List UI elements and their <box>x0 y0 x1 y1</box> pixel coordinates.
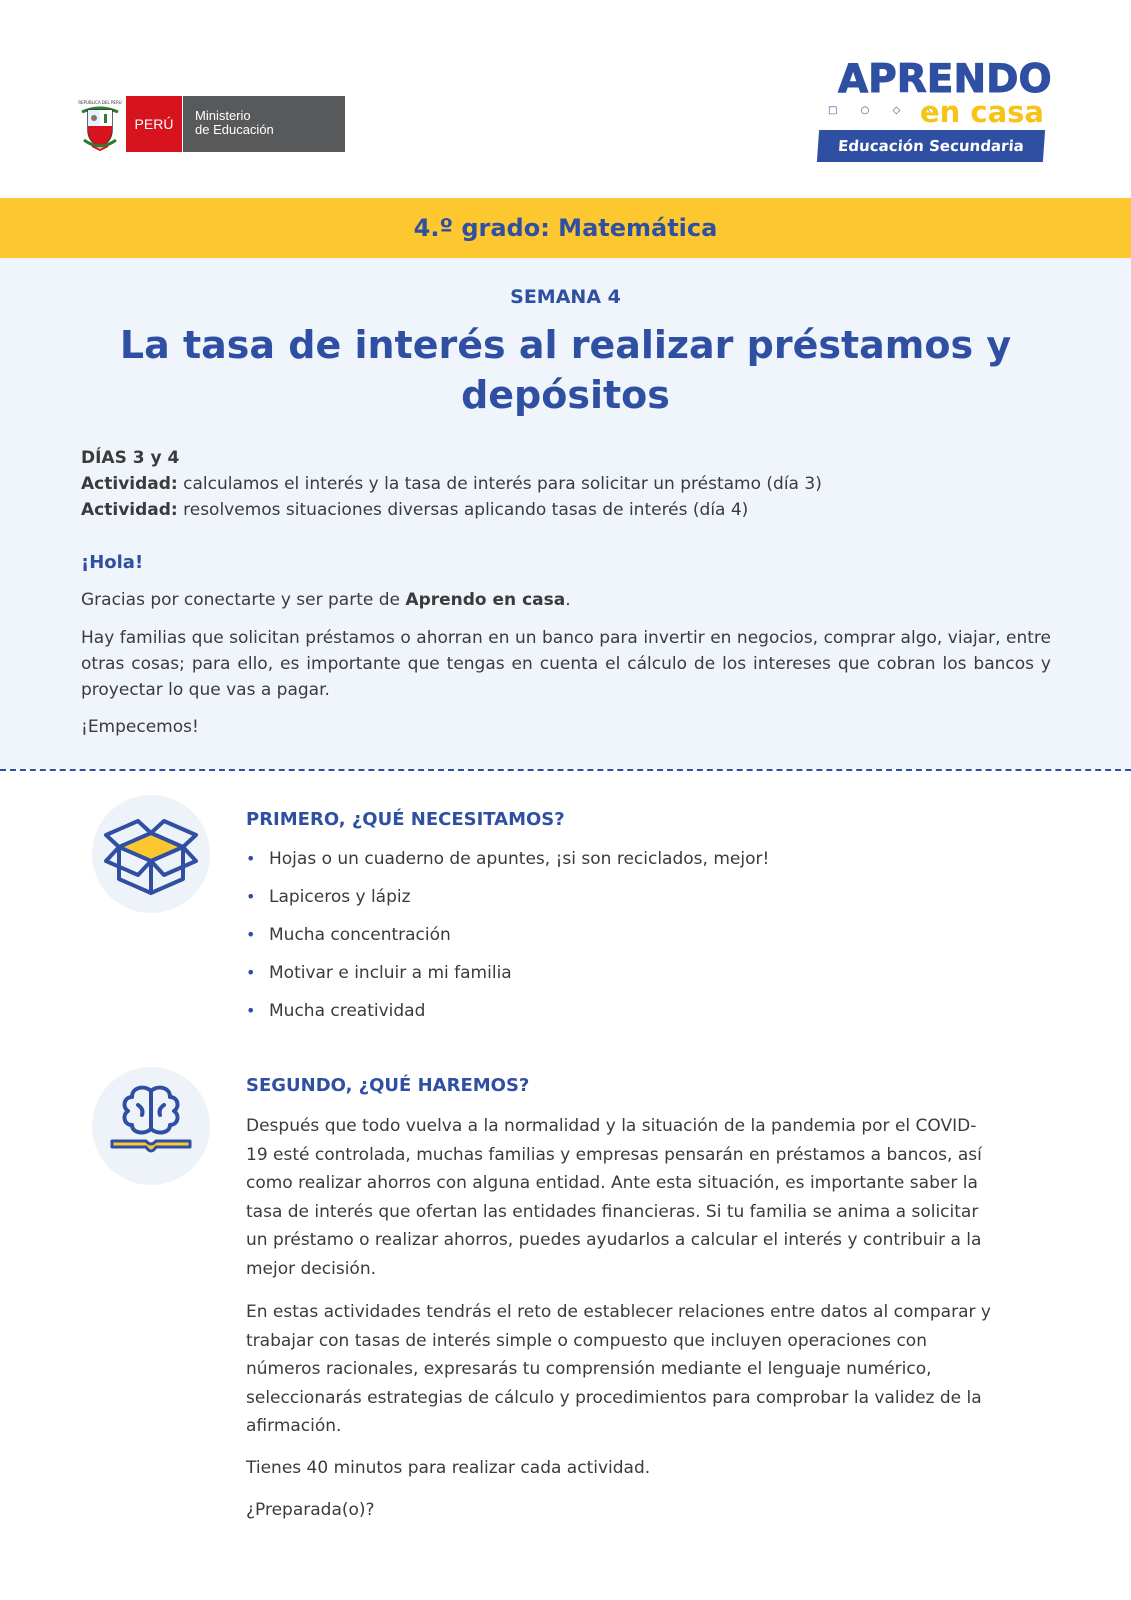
intro-paragraph: Hay familias que solicitan préstamos o ahorran en un banco para invertir en negocios, comprar algo, viajar, entre otras cosas; para ello, es importante que tengas en cuenta el cálculo de los intereses que cobran los bancos y proyectar lo que vas a pagar. <box>81 628 1051 700</box>
ready-question: ¿Preparada(o)? <box>246 1500 375 1520</box>
ministry-line2: de Educación <box>195 122 274 137</box>
days-label: DÍAS 3 y 4 <box>81 448 180 468</box>
grade-label: 4.º grado: Matemática <box>413 214 718 242</box>
grade-band <box>0 198 1131 258</box>
list-item: • Motivar e incluir a mi familia <box>246 961 769 999</box>
thanks-prefix: Gracias por conectarte y ser parte de <box>81 590 406 610</box>
section1-title: PRIMERO, ¿QUÉ NECESITAMOS? <box>246 809 565 830</box>
activity-day3 <box>81 474 822 494</box>
activity-label: Actividad: <box>81 500 178 520</box>
list-item: • Hojas o un cuaderno de apuntes, ¡si son reciclados, mejor! <box>246 847 769 885</box>
list-item: • Mucha creatividad <box>246 999 769 1037</box>
activity-label: Actividad: <box>81 474 178 494</box>
aprendo-en-casa-logo <box>828 58 1050 168</box>
brain-book-icon <box>92 1067 210 1185</box>
activity-day4 <box>81 500 748 520</box>
box-icon <box>92 795 210 913</box>
brand-title: APRENDO <box>838 57 1052 102</box>
list-item: • Lapiceros y lápiz <box>246 885 769 923</box>
start-text: ¡Empecemos! <box>81 717 199 737</box>
brand-level-banner: Educación Secundaria <box>817 130 1045 162</box>
thanks-suffix: . <box>565 590 571 610</box>
materials-list <box>246 847 769 1037</box>
section2-paragraph-2: En estas actividades tendrás el reto de establecer relaciones entre datos al comparar y trabajar con tasas de interés simple o compuesto que incluyen operaciones con números racionales, expresarás tu comprensión mediante el lenguaje numérico, seleccionarás estrategias de cálculo y procedimientos para comprobar la validez de la afirmación. <box>246 1302 991 1436</box>
week-label: SEMANA 4 <box>510 286 621 308</box>
section2-paragraph-1: Después que todo vuelva a la normalidad y la situación de la pandemia por el COVID-19 esté controlada, muchas familias y empresas pensarán en préstamos a bancos, así como realizar ahorros con alguna entidad. Ante esta situación, es importante saber la tasa de interés que ofertan las entidades financieras. Si tu familia se anima a solicitar un préstamo o realizar ahorros, puedes ayudarlos a calcular el interés y contribuir a la mejor decisión. <box>246 1116 982 1279</box>
list-item: • Mucha concentración <box>246 923 769 961</box>
ministry-label <box>182 96 345 152</box>
time-note: Tienes 40 minutos para realizar cada actividad. <box>246 1458 651 1478</box>
page-title: La tasa de interés al realizar préstamos y depósitos <box>119 323 1012 417</box>
activity-text: calculamos el interés y la tasa de interés para solicitar un préstamo (día 3) <box>177 474 822 494</box>
greeting: ¡Hola! <box>81 552 144 573</box>
activity-text: resolvemos situaciones diversas aplicando tasas de interés (día 4) <box>177 500 749 520</box>
coat-of-arms-icon <box>78 96 122 152</box>
shield-caption: REPÚBLICA DEL PERÚ <box>78 100 122 105</box>
thanks-bold: Aprendo en casa <box>405 590 566 610</box>
peru-label: PERÚ <box>126 96 182 152</box>
section-divider <box>0 769 1131 771</box>
page-header <box>0 0 1131 198</box>
intro-section <box>0 258 1131 769</box>
government-logo <box>78 96 345 152</box>
brand-shapes-icon: □ ○ ◇ △ <box>828 105 942 116</box>
section2-title: SEGUNDO, ¿QUÉ HAREMOS? <box>246 1075 530 1096</box>
thanks-paragraph <box>81 587 1051 613</box>
ministry-line1: Ministerio <box>195 108 251 123</box>
brand-subtitle: en casa <box>920 95 1045 129</box>
